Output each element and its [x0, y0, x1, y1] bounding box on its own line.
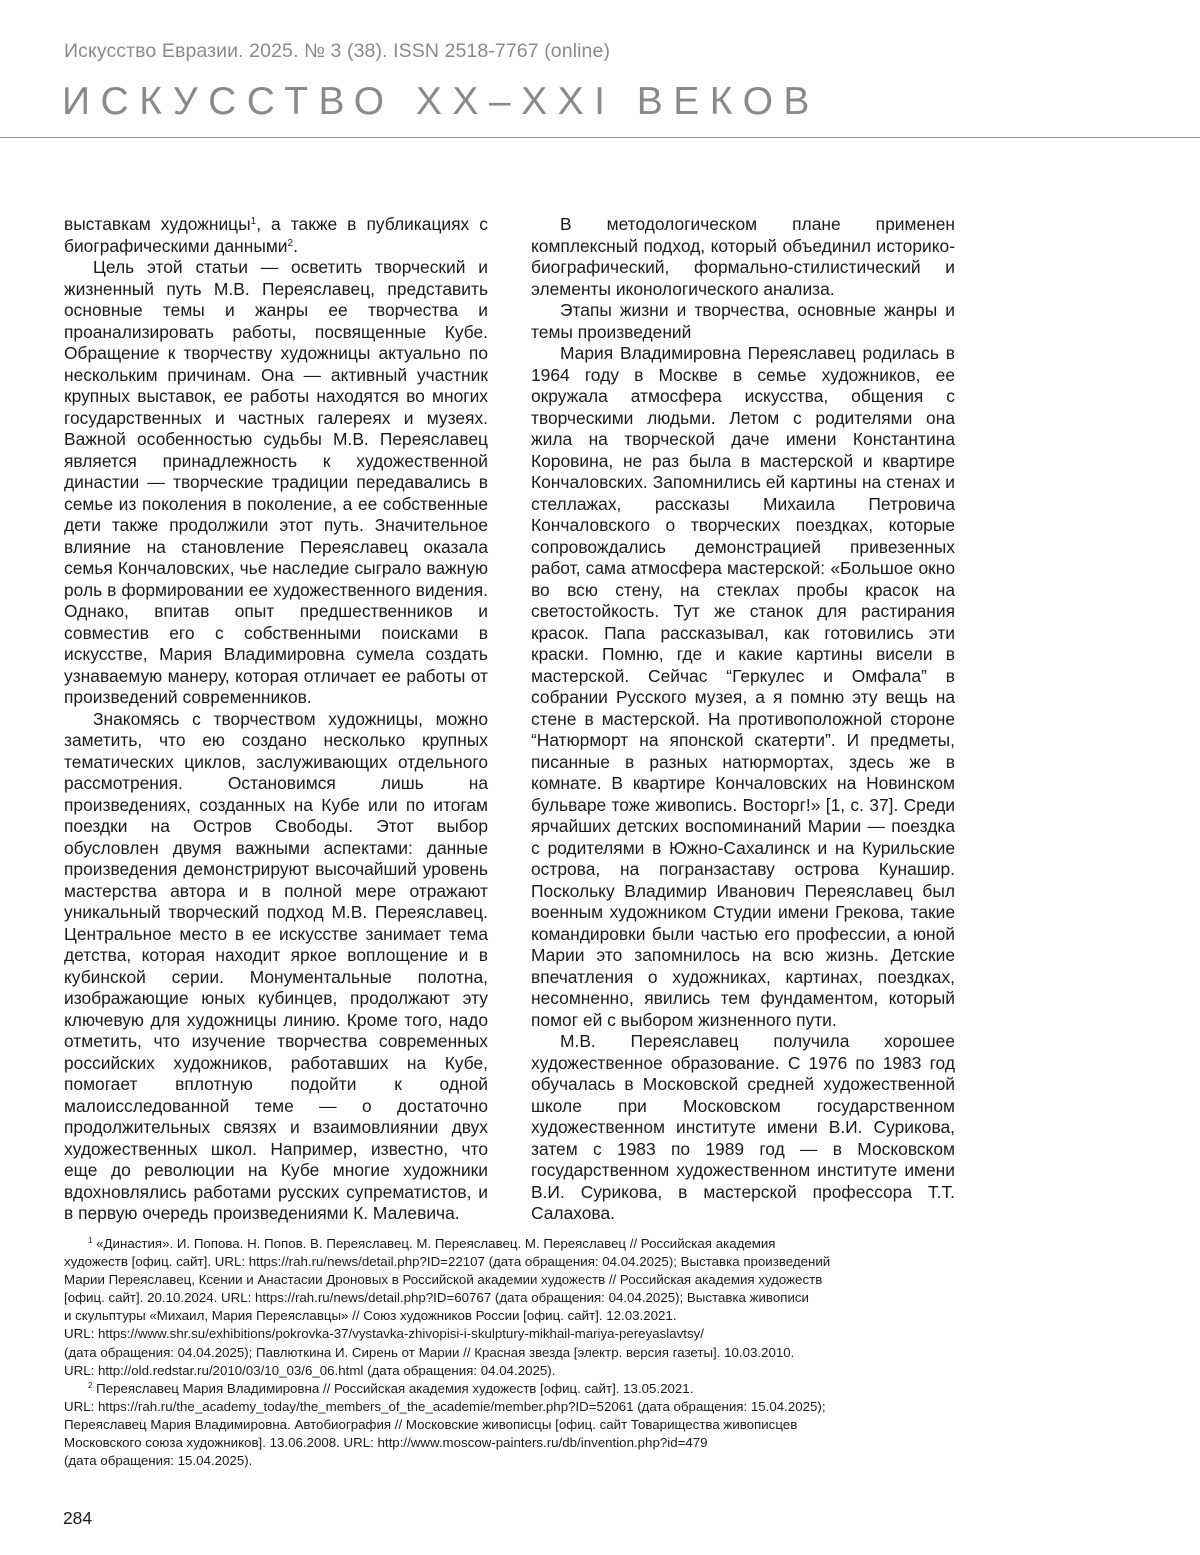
footnote-ref-1[interactable]: 1 — [250, 216, 257, 227]
section-title: ИСКУССТВО XX–XXI ВЕКОВ — [62, 80, 820, 123]
paragraph: Знакомясь с творчеством художницы, можно заметить, что ею создано несколько крупных тематических циклов, заслуживающих отдельного рассмотрения. Остановимся лишь на произведениях, созданных на Кубе или по итогам поездки на Остров Свободы. Этот выбор обусловлен двумя важными аспектами: данные произведения демонстрируют высочайший уровень мастерства автора и в полной мере отражают уникальный творческий подход М.В. Переяславец. Центральное место в ее искусстве занимает тема детства, которая находит яркое воплощение и в кубинской серии. Монументальные полотна, изображающие юных кубинцев, продолжают эту ключевую для художницы линию. Кроме того, надо отметить, что изучение творчества современных российских художников, работавших на Кубе, помогает вплотную подойти к одной малоисследованной теме — о достаточно продолжительных связях и взаимовлиянии двух художественных школ. Например, известно, что еще до революции на Кубе многие художники вдохновлялись работами русских супрематистов, и в первую очередь произведениями К. Малевича. — [64, 708, 488, 1223]
footnote-1-line — [64, 1235, 964, 1253]
paragraph: М.В. Переяславец получила хорошее художественное образование. С 1976 по 1983 год обучалась в Московской средней художественной школе при Московском государственном художественном институте имени В.И. Сурикова, затем с 1983 по 1989 год — в Московском государственном художественном институте имени В.И. Сурикова, в мастерской профессора Т.Т. Салахова. — [531, 1031, 955, 1223]
footnote-2-line: Московского союза художников]. 13.06.2008. URL: http://www.moscow-painters.ru/db/invention.php?id=479 — [64, 1435, 708, 1451]
page-number: 284 — [63, 1508, 93, 1528]
footnote-2-line: (дата обращения: 15.04.2025). — [64, 1453, 253, 1469]
footnote-2-line: Переяславец Мария Владимировна. Автобиография // Московские живописцы [офиц. сайт Товарищества живописцев — [64, 1416, 798, 1432]
footnote-2-line — [64, 1380, 964, 1398]
footnote-1-line: и скульптуры «Михаил, Мария Переяславцы» // Союз художников России [офиц. сайт]. 12.03.2021. — [64, 1308, 677, 1324]
paragraph-text: . — [293, 235, 298, 256]
left-column — [64, 214, 488, 1225]
paragraph-text: , а также в публикациях с биографическими данными — [64, 214, 488, 256]
footnote-1-line: художеств [офиц. сайт]. URL: https://rah.ru/news/detail.php?ID=22107 (дата обращения: 04.04.2025); Выставка произведений — [64, 1254, 831, 1270]
footnote-2-line: URL: https://rah.ru/the_academy_today/the_members_of_the_academie/member.php?ID=52061 (дата обращения: 15.04.2025); — [64, 1398, 826, 1414]
footnote-1-text: «Династия». И. Попова. Н. Попов. В. Переяславец. М. Переяславец. М. Переяславец // Российская академия — [96, 1236, 776, 1251]
paragraph — [64, 214, 488, 257]
paragraph: Цель этой статьи — осветить творческий и жизненный путь М.В. Переяславец, представить основные темы и жанры ее творчества и проанализировать работы, посвященные Кубе. Обращение к творчеству художницы актуально по нескольким причинам. Она — активный участник крупных выставок, ее работы находятся во многих государственных и частных галереях и музеях. Важной особенностью судьбы М.В. Переяславец является принадлежность к художественной династии — творческие традиции передавались в семье из поколения в поколение, а ее собственные дети также продолжили этот путь. Значительное влияние на становление Переяславец оказала семья Кончаловских, чье наследие сыграло важную роль в формировании ее художественного видения. Однако, впитав опыт предшественников и совместив его с собственными поисками в искусстве, Мария Владимировна сумела создать узнаваемую манеру, которая отличает ее работы от произведений современников. — [64, 257, 488, 707]
footnotes — [64, 1235, 964, 1470]
footnote-1-line: Марии Переяславец, Ксении и Анастасии Дроновых в Российской академии художеств // Российская академия художеств — [64, 1272, 823, 1288]
footnote-1-line: [офиц. сайт]. 20.10.2024. URL: https://rah.ru/news/detail.php?ID=60767 (дата обращения: 04.04.2025); Выставка живописи — [64, 1290, 809, 1306]
footnote-1-line: URL: https://www.shr.su/exhibitions/pokrovka-37/vystavka-zhivopisi-i-skulptury-mikhail-mariya-pereyaslavtsy/ — [64, 1326, 704, 1342]
paragraph: Мария Владимировна Переяславец родилась в 1964 году в Москве в семье художников, ее окружала атмосфера искусства, общения с творческими людьми. Летом с родителями она жила на творческой даче имени Константина Коровина, не раз была в мастерской и квартире Кончаловских. Запомнились ей картины на стенах и стеллажах, рассказы Михаила Петровича Кончаловского о творческих поездках, которые сопровождались демонстрацией привезенных работ, сама атмосфера мастерской: «Большое окно во всю стену, на стеклах пробы красок на светостойкость. Тут же станок для растирания красок. Папа рассказывал, как готовились эти краски. Помню, где и какие картины висели в мастерской. Сейчас “Геркулес и Омфала” в собрании Русского музея, а я помню эту вещь на стене в мастерской. На противоположной стороне “Натюрморт на японской скатерти”. И предметы, писанные в разных натюрмортах, здесь же в комнате. В квартире Кончаловских на Новинском бульваре тоже живопись. Восторг!» [1, с. 37]. Среди ярчайших детских воспоминаний Марии — поездка с родителями в Южно-Сахалинск и на Курильские острова, на погранзаставу острова Кунашир. Поскольку Владимир Иванович Переяславец был военным художником Студии имени Грекова, такие командировки были частью его профессии, а юной Марии это запомнилось на всю жизнь. Детские впечатления о художниках, картинах, поездках, несомненно, явились тем фундаментом, который помог ей с выбором жизненного пути. — [531, 343, 955, 1030]
footnote-1-line: URL: http://old.redstar.ru/2010/03/10_03/6_06.html (дата обращения: 04.04.2025). — [64, 1362, 556, 1378]
paragraph: В методологическом плане применен комплексный подход, который объединил историко-биографический, формально-стилистический и элементы иконологического анализа. — [531, 214, 955, 299]
footnote-1-line: (дата обращения: 04.04.2025); Павлюткина И. Сирень от Марии // Красная звезда [электр. версия газеты]. 10.03.2010. — [64, 1344, 795, 1360]
footnote-2-text: Переяславец Мария Владимировна // Российская академия художеств [офиц. сайт]. 13.05.2021. — [96, 1380, 694, 1396]
header-divider — [0, 137, 1200, 138]
paragraph-text: выставкам художницы — [64, 214, 251, 234]
right-column — [531, 214, 955, 1225]
journal-citation: Искусство Евразии. 2025. № 3 (38). ISSN 2518-7767 (online) — [64, 40, 611, 62]
footnote-1-marker: 1 — [88, 1236, 93, 1245]
subheading: Этапы жизни и творчества, основные жанры и темы произведений — [531, 300, 955, 342]
footnote-ref-2[interactable]: 2 — [287, 237, 294, 249]
footnote-2-marker: 2 — [88, 1380, 93, 1390]
